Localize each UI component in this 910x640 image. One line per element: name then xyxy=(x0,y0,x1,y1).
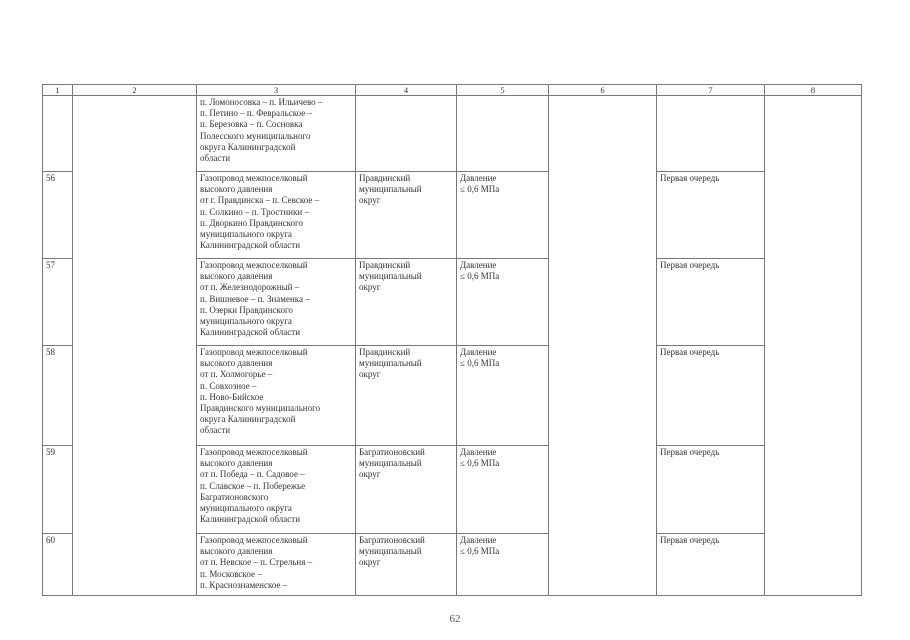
row-number: 56 xyxy=(43,172,73,259)
row-number: 57 xyxy=(43,259,73,346)
pipeline-name: Газопровод межпоселковый высокого давления от п. Железнодорожный – п. Вишневое – п. Знаменка – п. Озерки Правдинского муниципального округа Калининградской области xyxy=(197,259,356,346)
queue: Первая очередь xyxy=(657,172,765,259)
table-row xyxy=(43,96,862,172)
queue: Первая очередь xyxy=(657,346,765,446)
queue: Первая очередь xyxy=(657,446,765,534)
pressure: Давление ≤ 0,6 МПа xyxy=(457,446,549,534)
pressure xyxy=(457,96,549,172)
col8-cell xyxy=(765,96,862,596)
row-number: 58 xyxy=(43,346,73,446)
col-header-6: 6 xyxy=(549,85,657,96)
header-row xyxy=(43,85,862,96)
pressure: Давление ≤ 0,6 МПа xyxy=(457,172,549,259)
queue xyxy=(657,96,765,172)
district: Правдинский муниципальный округ xyxy=(356,346,457,446)
pipeline-name: Газопровод межпоселковый высокого давления от п. Победа – п. Садовое – п. Славское – п. Побережье Багратионовского муниципального округа Калининградской области xyxy=(197,446,356,534)
pipeline-name: Газопровод межпоселковый высокого давления от п. Невское – п. Стрельня – п. Московское – п. Краснознаменское – xyxy=(197,534,356,596)
col2-cell xyxy=(73,96,197,596)
col-header-7: 7 xyxy=(657,85,765,96)
district: Багратионовский муниципальный округ xyxy=(356,446,457,534)
gas-pipeline-table xyxy=(42,84,862,596)
row-number: 60 xyxy=(43,534,73,596)
queue: Первая очередь xyxy=(657,259,765,346)
pressure: Давление ≤ 0,6 МПа xyxy=(457,534,549,596)
col-header-8: 8 xyxy=(765,85,862,96)
pipeline-name: Газопровод межпоселковый высокого давления от г. Правдинска – п. Севское – п. Солкино – п. Тростники – п. Дворкино Правдинского муниципального округа Калининградской области xyxy=(197,172,356,259)
col-header-5: 5 xyxy=(457,85,549,96)
pipeline-name: п. Ломоносовка – п. Ильичево – п. Петино – п. Февральское – п. Березовка – п. Сосновка Полесского муниципального округа Калининградской области xyxy=(197,96,356,172)
district: Правдинский муниципальный округ xyxy=(356,259,457,346)
col-header-1: 1 xyxy=(43,85,73,96)
col6-cell xyxy=(549,96,657,596)
district: Правдинский муниципальный округ xyxy=(356,172,457,259)
row-number: 59 xyxy=(43,446,73,534)
queue: Первая очередь xyxy=(657,534,765,596)
pressure: Давление ≤ 0,6 МПа xyxy=(457,346,549,446)
col-header-2: 2 xyxy=(73,85,197,96)
district: Багратионовский муниципальный округ xyxy=(356,534,457,596)
col-header-4: 4 xyxy=(356,85,457,96)
pipeline-name: Газопровод межпоселковый высокого давления от п. Холмогорье – п. Совхозное – п. Ново-Бийское Правдинского муниципального округа Калининградской области xyxy=(197,346,356,446)
district xyxy=(356,96,457,172)
page-number: 62 xyxy=(449,613,461,625)
row-number xyxy=(43,96,73,172)
pressure: Давление ≤ 0,6 МПа xyxy=(457,259,549,346)
col-header-3: 3 xyxy=(197,85,356,96)
